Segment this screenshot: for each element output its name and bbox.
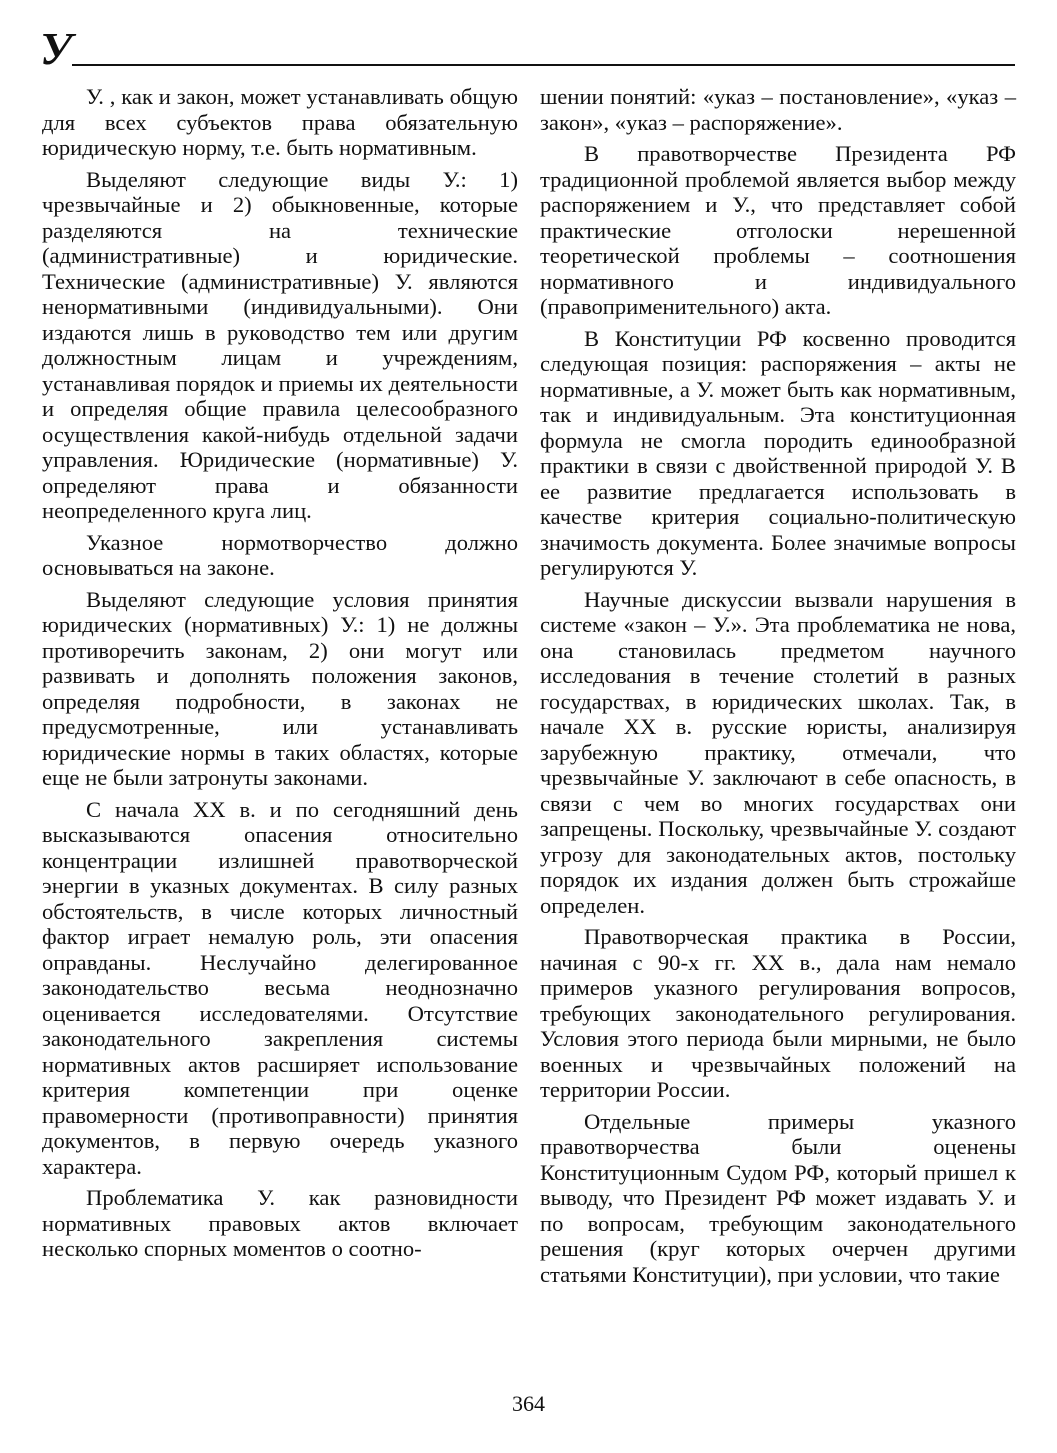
paragraph: Выделяют следующие виды У.: 1) чрезвычайные и 2) обыкновенные, которые разделяются на технические (административные) и юридические. Технические (административные) У. являются ненормативными (индивидуальными). Они издаются лишь в руководство тем или другим должностным лицам и учреждениям, устанавливая порядок и приемы их деятельности и определяя общие правила целесообразного осуществления какой-нибудь отдельной задачи управления. Юридические (нормативные) У. определяют права и обязанности неопределенного круга лиц. (42, 166, 518, 523)
paragraph-continuation: шении понятий: «указ – постановление», «указ – закон», «указ – распоряжение». (540, 84, 1016, 135)
paragraph: Отдельные примеры указного правотворчества были оценены Конституционным Судом РФ, который пришел к выводу, что Президент РФ может издавать У. и по вопросам, требующим законодательного решения (круг которых очерчен другими статьями Конституции), при условии, что такие (540, 1108, 1016, 1287)
paragraph: С начала XX в. и по сегодняшний день высказываются опасения относительно концентрации излишней правотворческой энергии в указных документах. В силу разных обстоятельств, в числе которых личностный фактор играет немалую роль, эти опасения оправданы. Неслучайно делегированное законодательство весьма неоднозначно оценивается исследователями. Отсутствие законодательного закрепления системы нормативных актов расширяет использование критерия компетенции при оценке правомерности (противоправности) принятия документов, в первую очередь указного характера. (42, 796, 518, 1179)
paragraph: Указное нормотворчество должно основываться на законе. (42, 529, 518, 580)
paragraph: Выделяют следующие условия принятия юридических (нормативных) У.: 1) не должны противоречить законам, 2) они могут или развивать и дополнять положения законов, определяя подробности, в законах не предусмотренные, или устанавливать юридические нормы в таких областях, которые еще не были затронуты законами. (42, 586, 518, 790)
paragraph: В правотворчестве Президента РФ традиционной проблемой является выбор между распоряжением и У., что представляет собой практические отголоски нерешенной теоретической проблемы – соотношения нормативного и индивидуального (правоприменительного) акта. (540, 141, 1016, 319)
section-letter-heading: У (40, 23, 73, 74)
paragraph: Правотворческая практика в России, начиная с 90-х гг. XX в., дала нам немало примеров указного регулирования вопросов, требующих законодательного регулирования. Условия этого периода были мирными, не было военных и чрезвычайных положений на территории России. (540, 924, 1016, 1102)
paragraph: У. , как и закон, может устанавливать общую для всех субъектов права обязательную юридическую норму, т.е. быть нормативным. (42, 84, 518, 160)
page-number: 364 (512, 1391, 545, 1416)
paragraph: Проблематика У. как разновидности нормативных правовых актов включает несколько спорных моментов о соотно- (42, 1185, 518, 1261)
left-column (42, 84, 518, 1268)
paragraph: В Конституции РФ косвенно проводится следующая позиция: распоряжения – акты не нормативные, а У. может быть как нормативным, так и индивидуальным. Эта конституционная формула не смогла породить единообразной практики в связи с двойственной природой У. В ее развитие предлагается использовать в качестве критерия социально-политическую значимость документа. Более значимые вопросы регулируются У. (540, 325, 1016, 580)
paragraph: Научные дискуссии вызвали нарушения в системе «закон – У.». Эта проблематика не нова, она становилась предметом научного исследования в течение столетий в разных государствах, в юридических школах. Так, в начале XX в. русские юристы, анализируя зарубежную практику, отмечали, что чрезвычайные У. заключают в себе опасность, в связи с чем во многих государствах они запрещены. Поскольку, чрезвычайные У. создают угрозу для законодательных актов, постольку порядок их издания должен быть строжайше определен. (540, 586, 1016, 918)
header-rule (72, 64, 1015, 66)
right-column (540, 84, 1016, 1293)
